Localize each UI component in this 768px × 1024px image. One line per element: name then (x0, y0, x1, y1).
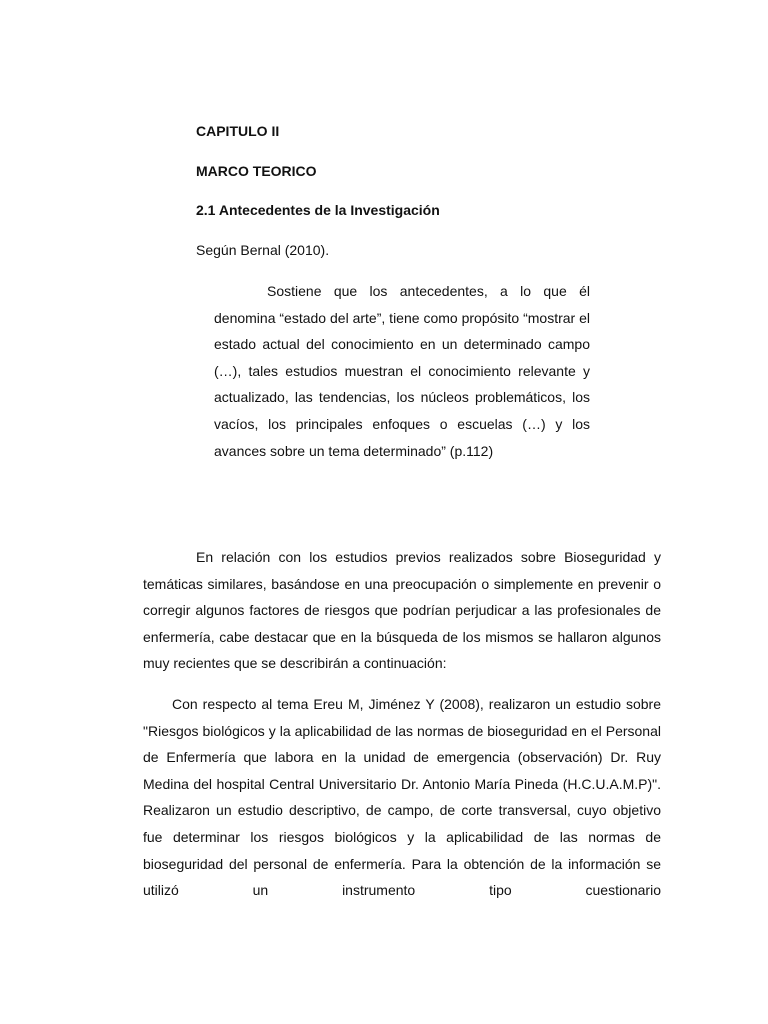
body-paragraph: En relación con los estudios previos realizados sobre Bioseguridad y temáticas similares, basándose en una preocupación o simplemente en prevenir o corregir algunos factores de riesgos que podrían perjudicar a las profesionales de enfermería, cabe destacar que en la búsqueda de los mismos se hallaron algunos muy recientes que se describirán a continuación: (143, 549, 661, 672)
body-paragraph: Con respecto al tema Ereu M, Jiménez Y (2008), realizaron un estudio sobre "Riesgos biológicos y la aplicabilidad de las normas de bioseguridad en el Personal de Enfermería que labora en la unidad de emergencia (observación) Dr. Ruy Medina del hospital Central Universitario Dr. Antonio María Pineda (H.C.U.A.M.P)". Realizaron un estudio descriptivo, de campo, de corte transversal, cuyo objetivo fue determinar los riesgos biológicos y la aplicabilidad de las normas de bioseguridad del personal de enfermería. Para la obtención de la información se utilizó un instrumento tipo cuestionario (143, 696, 661, 899)
citation-intro: Según Bernal (2010). (196, 242, 330, 258)
section-heading: 2.1 Antecedentes de la Investigación (196, 202, 440, 218)
block-quote: Sostiene que los antecedentes, a lo que él denomina “estado del arte”, tiene como propósito “mostrar el estado actual del conocimiento en un determinado campo (…), tales estudios muestran el conocimiento relevante y actualizado, las tendencias, los núcleos problemáticos, los vacíos, los principales enfoques o escuelas (…) y los avances sobre un tema determinado” (p.112) (214, 283, 590, 459)
chapter-heading: CAPITULO II (196, 123, 280, 139)
chapter-title: MARCO TEORICO (196, 163, 317, 179)
